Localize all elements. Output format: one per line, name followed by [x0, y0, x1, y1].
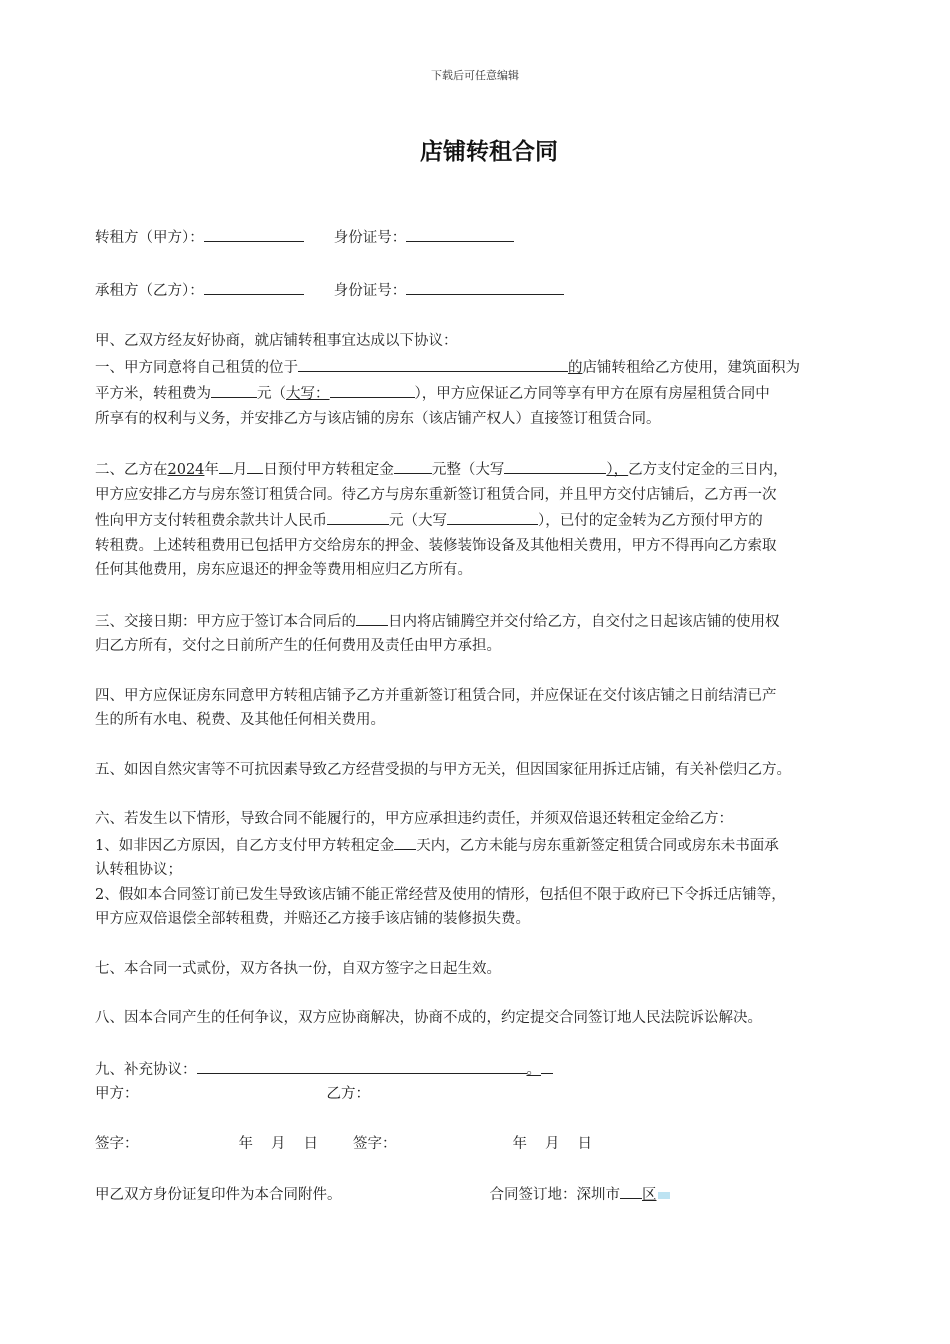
clause-1-line-3: 所享有的权利与义务，并安排乙方与该店铺的房东（该店铺产权人）直接签订租赁合同。	[95, 410, 661, 427]
clause-6-item-1	[95, 832, 895, 859]
clause-4-line-1: 四、甲方应保证房东同意甲方转租店铺予乙方并重新签订租赁合同，并应保证在交付该店铺之日前结清已产	[95, 687, 777, 704]
clause-7: 七、本合同一式贰份，双方各执一份，自双方签字之日起生效。	[95, 960, 501, 977]
clause-2-text: 年	[204, 462, 219, 478]
party-b-year: 年	[512, 1135, 527, 1152]
supplement-blank-end	[541, 1056, 553, 1074]
party-b-sign-label: 签字：	[353, 1135, 397, 1152]
clause-2-text: 性向甲方支付转租费余款共计人民币	[95, 513, 327, 529]
clause-2-text: 乙方支付定金的三日内，	[628, 462, 788, 478]
lessee-line	[95, 277, 895, 304]
clause-6-item-1-cont: 认转租协议；	[95, 862, 182, 878]
clause-6-item-2: 2、假如本合同签订前已发生导致该店铺不能正常经营及使用的情形，包括但不限于政府已下令拆迁店铺等，	[95, 886, 786, 903]
signature-line	[95, 1132, 895, 1157]
supplement-end: 。	[526, 1061, 541, 1078]
clause-2-text: 元整（大写	[431, 462, 505, 478]
clause-6-line-1: 六、若发生以下情形，导致合同不能履行的，甲方应承担违约责任，并须双倍退还转租定金给乙方：	[95, 811, 733, 827]
lessor-line	[95, 224, 895, 251]
lessor-id-blank[interactable]	[406, 224, 514, 242]
district-blank[interactable]	[620, 1181, 642, 1199]
lessee-name-blank[interactable]	[204, 277, 304, 295]
lessor-id-label: 身份证号：	[333, 230, 407, 246]
deposit-capital-blank[interactable]	[504, 456, 606, 474]
party-a-month: 月	[271, 1135, 286, 1152]
clause-1-underlined-text: 大写：	[286, 386, 330, 402]
clause-1-text: 店铺转租给乙方使用，建筑面积为	[582, 359, 800, 376]
clause-2-text: ），已付的定金转为乙方预付甲方的	[538, 513, 763, 529]
clause-6-item-2-cont: 甲方应双倍退偿全部转租费，并赔还乙方接手该店铺的装修损失费。	[95, 911, 530, 927]
clause-2-line-5: 任何其他费用，房东应退还的押金等费用相应归乙方所有。	[95, 562, 472, 578]
balance-amount-blank[interactable]	[327, 507, 389, 525]
lessee-id-label: 身份证号：	[333, 282, 407, 299]
clause-1-underlined-text: 的	[568, 359, 583, 376]
clause-3-text: 日内将店铺腾空并交付给乙方，自交付之日起该店铺的使用权	[388, 613, 780, 630]
deposit-days-blank[interactable]	[394, 832, 416, 850]
clause-2-underlined-text: ），	[606, 462, 629, 478]
party-b-label: 乙方：	[326, 1086, 370, 1102]
clause-8: 八、因本合同产生的任何争议，双方应协商解决，协商不成的，约定提交合同签订地人民法院诉讼解决。	[95, 1010, 762, 1026]
handover-days-blank[interactable]	[356, 608, 388, 626]
clause-5: 五、如因自然灾害等不可抗因素导致乙方经营受损的与甲方无关，但因国家征用拆迁店铺，有关补偿归乙方。	[95, 761, 791, 778]
balance-capital-blank[interactable]	[447, 507, 538, 525]
clause-1-line-1	[95, 354, 895, 381]
supplement-blank[interactable]	[197, 1056, 527, 1074]
clause-6-text: 1、如非因乙方原因，自乙方支付甲方转租定金	[95, 837, 395, 854]
party-a-sign-label: 签字：	[95, 1135, 139, 1152]
clause-3-line-2: 归乙方所有，交付之日前所产生的任何费用及责任由甲方承担。	[95, 638, 501, 654]
clause-3-line-1	[95, 608, 895, 635]
party-line	[95, 1082, 895, 1107]
footer-line	[95, 1181, 895, 1208]
clause-2-line-2: 甲方应安排乙方与房东签订租赁合同。待乙方与房东重新签订租赁合同，并且甲方交付店铺后，乙方再一次	[95, 486, 777, 503]
lessor-label: 转租方（甲方）：	[95, 230, 204, 246]
deposit-amount-blank[interactable]	[394, 456, 432, 474]
clause-2-line-1	[95, 456, 895, 483]
clause-4-line-2: 生的所有水电、税费、及其他任何相关费用。	[95, 712, 385, 728]
supplement-label: 九、补充协议：	[95, 1061, 197, 1078]
shop-location-blank[interactable]	[298, 354, 568, 372]
party-b-day: 日	[577, 1135, 592, 1152]
clause-9	[95, 1056, 895, 1083]
lessee-label: 承租方（乙方）：	[95, 282, 204, 299]
highlight-mark	[658, 1192, 670, 1199]
lessee-id-blank[interactable]	[406, 277, 564, 295]
contract-body	[95, 224, 895, 1208]
clause-2-text: 元（大写	[389, 513, 447, 529]
lessor-name-blank[interactable]	[204, 224, 304, 242]
clause-1-text: 元（	[257, 386, 286, 402]
party-b-month: 月	[545, 1135, 560, 1152]
clause-2-line-3	[95, 507, 895, 534]
district-label: 区	[642, 1187, 657, 1203]
party-a-label: 甲方：	[95, 1086, 139, 1102]
clause-2-text: 二、乙方在	[95, 462, 168, 478]
party-a-year: 年	[238, 1135, 253, 1152]
deposit-month-blank[interactable]	[219, 456, 233, 474]
rent-fee-capital-blank[interactable]	[330, 380, 415, 398]
clause-2-text: 月	[232, 462, 248, 478]
rent-fee-blank[interactable]	[211, 380, 257, 398]
document-title: 店铺转租合同	[420, 139, 558, 165]
attachment-note: 甲乙双方身份证复印件为本合同附件。	[95, 1187, 342, 1203]
clause-3-text: 三、交接日期：甲方应于签订本合同后的	[95, 613, 356, 630]
clause-2-text: 日预付甲方转租定金	[263, 462, 394, 478]
clause-1-text: 平方米，转租费为	[95, 386, 211, 402]
deposit-day-blank[interactable]	[247, 456, 263, 474]
clause-1-line-2	[95, 380, 895, 407]
clause-2-year: 2024	[167, 462, 205, 478]
clause-2-line-4: 转租费。上述转租费用已包括甲方交给房东的押金、装修装饰设备及其他相关费用，甲方不得再向乙方索取	[95, 537, 777, 554]
signing-place-label: 合同签订地：深圳市	[489, 1187, 620, 1203]
clause-1-text: 一、甲方同意将自己租赁的位于	[95, 359, 298, 376]
party-a-day: 日	[303, 1135, 318, 1152]
clause-1-text: ），甲方应保证乙方同等享有甲方在原有房屋租赁合同中	[414, 386, 770, 402]
header-note: 下载后可任意编辑	[431, 69, 519, 82]
clause-6-text: 天内，乙方未能与房东重新签定租赁合同或房东未书面承	[416, 837, 779, 854]
intro: 甲、乙双方经友好协商，就店铺转租事宜达成以下协议：	[95, 333, 458, 349]
